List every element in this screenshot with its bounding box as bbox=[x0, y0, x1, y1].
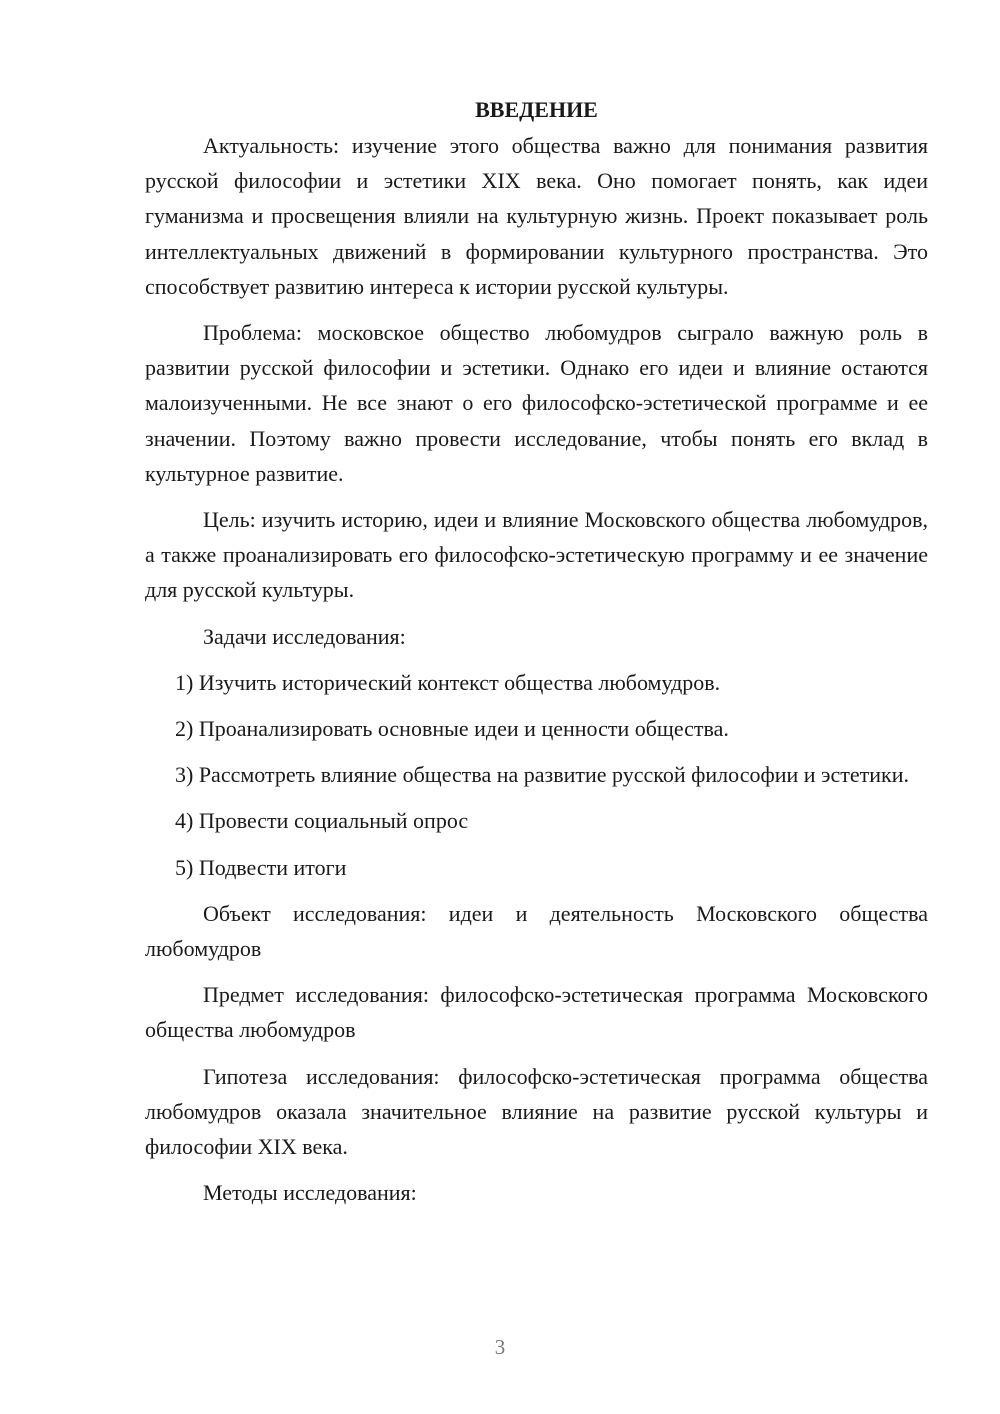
list-item: 1) Изучить исторический контекст общества любомудров. bbox=[175, 669, 721, 695]
tasks-heading: Задачи исследования: bbox=[203, 623, 406, 649]
list-item: 4) Провести социальный опрос bbox=[175, 808, 469, 834]
problem-paragraph: Проблема: московское общество любомудров сыграло важную роль в развитии русской философии и эстетики. Однако его идеи и влияние остаются малоизученными. Не все знают о его философско-эстетической программе и ее значении. Поэтому важно провести исследование, чтобы понять его вклад в культурное развитие. bbox=[145, 320, 928, 486]
object-paragraph: Объект исследования: идеи и деятельность Московского общества любомудров bbox=[145, 900, 928, 962]
list-item: 3) Рассмотреть влияние общества на развитие русской философии и эстетики. bbox=[175, 762, 909, 788]
list-item: 2) Проанализировать основные идеи и ценности общества. bbox=[175, 716, 729, 742]
page-title: ВВЕДЕНИЕ bbox=[475, 97, 598, 122]
methods-heading: Методы исследования: bbox=[203, 1180, 417, 1206]
tasks-list bbox=[145, 665, 928, 885]
list-item: 5) Подвести итоги bbox=[175, 854, 347, 880]
goal-paragraph: Цель: изучить историю, идеи и влияние Московского общества любомудров, а также проанализировать его философско-эстетическую программу и ее значение для русской культуры. bbox=[145, 507, 928, 603]
subject-paragraph: Предмет исследования: философско-эстетическая программа Московского общества любомудров bbox=[145, 982, 928, 1043]
hypothesis-paragraph: Гипотеза исследования: философско-эстетическая программа общества любомудров оказала значительное влияние на развитие русской культуры и философии XIX века. bbox=[145, 1063, 928, 1160]
document-page bbox=[145, 95, 928, 1221]
page-number: 3 bbox=[494, 1335, 506, 1359]
relevance-paragraph: Актуальность: изучение этого общества важно для понимания развития русской философии и эстетики XIX века. Оно помогает понять, как идеи гуманизма и просвещения влияли на культурную жизнь. Проект показывает роль интеллектуальных движений в формировании культурного пространства. Это способствует развитию интереса к истории русской культуры. bbox=[145, 133, 928, 299]
